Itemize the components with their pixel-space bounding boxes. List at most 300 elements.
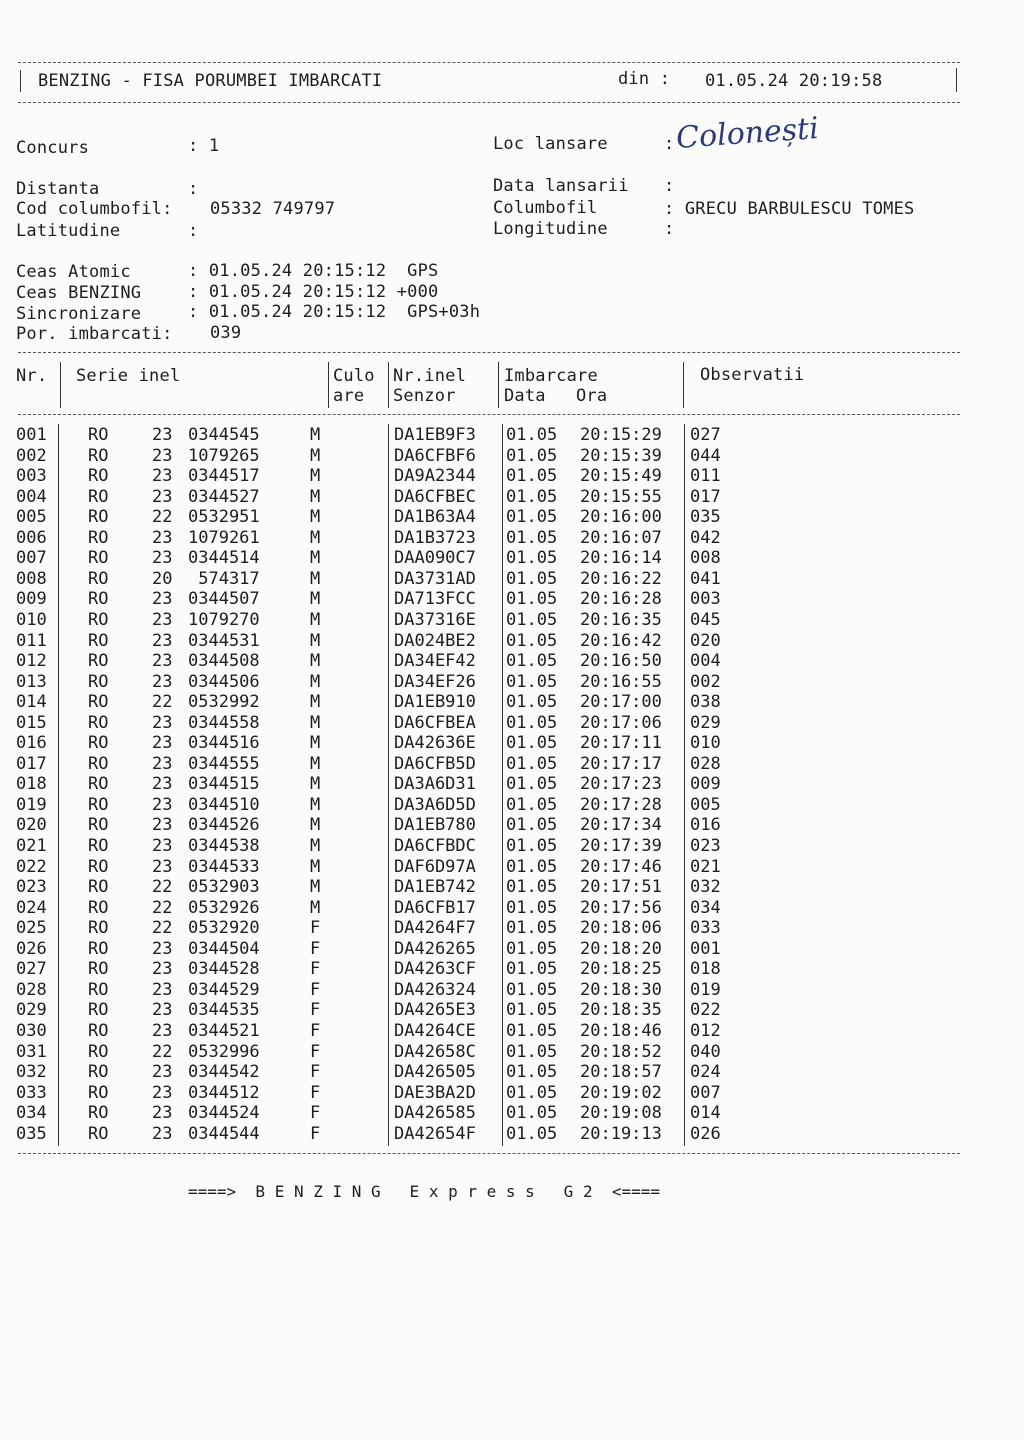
row-inel: 0344510 (188, 794, 260, 815)
table-row (0, 569, 1024, 590)
row-sex: M (310, 877, 321, 898)
row-obs: 001 (690, 938, 721, 959)
row-senzor: DA6CFBEA (394, 712, 476, 733)
row-an: 23 (152, 486, 173, 507)
row-senzor: DA6CFB5D (394, 753, 476, 774)
table-row (0, 651, 1024, 672)
divider (18, 62, 960, 63)
row-ora: 20:17:06 (580, 712, 662, 733)
row-senzor: DA3A6D31 (394, 774, 476, 795)
row-tara: RO (88, 774, 109, 795)
row-inel: 0344516 (188, 733, 260, 754)
row-inel: 0344529 (188, 979, 260, 1000)
row-tara: RO (88, 794, 109, 815)
row-tara: RO (88, 979, 109, 1000)
row-tara: RO (88, 836, 109, 856)
row-sex: M (310, 609, 321, 630)
row-ora: 20:18:30 (580, 979, 662, 1000)
row-ora: 20:19:02 (580, 1082, 662, 1103)
row-ora: 20:18:06 (580, 918, 662, 939)
row-ora: 20:15:29 (580, 425, 662, 445)
row-data: 01.05 (506, 548, 558, 569)
table-row (0, 815, 1024, 836)
row-nr: 012 (16, 651, 47, 672)
row-ora: 20:18:52 (580, 1041, 662, 1062)
row-nr: 009 (16, 589, 47, 610)
row-sex: M (310, 897, 321, 918)
row-data: 01.05 (506, 589, 558, 610)
table-row (0, 1103, 1024, 1124)
row-obs: 034 (690, 897, 721, 918)
row-an: 23 (152, 753, 173, 774)
row-data: 01.05 (506, 1103, 558, 1124)
row-an: 23 (152, 1103, 173, 1124)
row-data: 01.05 (506, 712, 558, 733)
table-row (0, 466, 1024, 487)
row-an: 23 (152, 425, 173, 445)
row-data: 01.05 (506, 692, 558, 713)
row-inel: 0344545 (188, 425, 260, 445)
row-obs: 029 (690, 712, 721, 733)
col-separator (683, 362, 684, 408)
row-an: 23 (152, 1020, 173, 1041)
row-senzor: DA1B63A4 (394, 507, 476, 528)
table-row (0, 713, 1024, 734)
row-senzor: DA1EB9F3 (394, 425, 476, 445)
row-data: 01.05 (506, 630, 558, 651)
row-tara: RO (88, 445, 109, 466)
latitudine-label: Latitudine (16, 221, 121, 241)
table-row (0, 589, 1024, 610)
row-sex: M (310, 733, 321, 754)
porumbei-imbarcati-value: 039 (210, 323, 242, 343)
row-inel: 0344504 (188, 938, 260, 959)
row-sex: F (310, 1000, 321, 1021)
row-sex: F (310, 918, 321, 939)
row-senzor: DA4265E3 (394, 1000, 476, 1021)
row-tara: RO (88, 938, 109, 959)
row-ora: 20:17:34 (580, 815, 662, 836)
row-obs: 033 (690, 918, 721, 939)
row-nr: 028 (16, 979, 47, 1000)
row-data: 01.05 (506, 856, 558, 877)
row-inel: 0532920 (188, 918, 260, 939)
sincronizare-label: Sincronizare (16, 304, 142, 324)
row-tara: RO (88, 959, 109, 980)
row-tara: RO (88, 712, 109, 733)
row-ora: 20:15:49 (580, 466, 662, 487)
row-sex: F (310, 959, 321, 980)
row-sex: M (310, 548, 321, 569)
row-inel: 1079270 (188, 609, 260, 630)
table-row (0, 1124, 1024, 1145)
row-nr: 024 (16, 897, 47, 918)
row-an: 23 (152, 1000, 173, 1021)
row-tara: RO (88, 733, 109, 754)
row-ora: 20:17:51 (580, 877, 662, 898)
row-nr: 020 (16, 815, 47, 836)
loc-lansare-handwritten: Colonești (674, 111, 820, 156)
row-sex: M (310, 836, 321, 856)
col-header-culoare: Culo (333, 366, 375, 386)
row-nr: 016 (16, 733, 47, 754)
row-sex: F (310, 1020, 321, 1041)
row-obs: 016 (690, 815, 721, 836)
row-obs: 035 (690, 507, 721, 528)
row-senzor: DA1EB780 (394, 815, 476, 836)
row-inel: 0344535 (188, 1000, 260, 1021)
row-nr: 013 (16, 671, 47, 692)
concurs-label: Concurs (16, 138, 90, 158)
row-ora: 20:16:14 (580, 548, 662, 569)
row-inel: 0344521 (188, 1020, 260, 1041)
table-row (0, 692, 1024, 713)
row-data: 01.05 (506, 753, 558, 774)
row-senzor: DA426505 (394, 1062, 476, 1083)
row-senzor: DA6CFB17 (394, 897, 476, 918)
row-tara: RO (88, 425, 109, 445)
row-data: 01.05 (506, 897, 558, 918)
row-senzor: DA34EF26 (394, 671, 476, 692)
row-data: 01.05 (506, 671, 558, 692)
row-data: 01.05 (506, 733, 558, 754)
divider (18, 352, 960, 353)
row-nr: 027 (16, 959, 47, 980)
row-senzor: DA42658C (394, 1041, 476, 1062)
ceas-benzing-value: : 01.05.24 20:15:12 +000 (188, 282, 439, 302)
col-separator (388, 362, 389, 408)
row-an: 23 (152, 630, 173, 651)
row-an: 23 (152, 959, 173, 980)
columbofil-label: Columbofil (493, 198, 598, 218)
row-an: 23 (152, 856, 173, 877)
row-tara: RO (88, 568, 109, 589)
row-an: 23 (152, 651, 173, 672)
row-an: 22 (152, 897, 173, 918)
row-data: 01.05 (506, 609, 558, 630)
row-nr: 015 (16, 712, 47, 733)
row-tara: RO (88, 692, 109, 713)
row-an: 22 (152, 1041, 173, 1062)
row-ora: 20:18:57 (580, 1062, 662, 1083)
row-data: 01.05 (506, 527, 558, 548)
document-title: BENZING - FISA PORUMBEI IMBARCATI (38, 71, 383, 91)
row-an: 23 (152, 815, 173, 836)
row-tara: RO (88, 507, 109, 528)
row-ora: 20:18:46 (580, 1020, 662, 1041)
row-nr: 035 (16, 1123, 47, 1144)
columbofil-value: : GRECU BARBULESCU TOMES (664, 199, 915, 219)
ceas-atomic-value: : 01.05.24 20:15:12 GPS (188, 261, 439, 281)
divider (18, 102, 960, 103)
row-sex: M (310, 794, 321, 815)
row-an: 23 (152, 774, 173, 795)
row-nr: 008 (16, 568, 47, 589)
row-ora: 20:16:07 (580, 527, 662, 548)
distanta-label: Distanta (16, 179, 100, 199)
latitudine-value: : (188, 221, 199, 241)
col-header-imbarcare: Imbarcare (504, 366, 598, 386)
row-tara: RO (88, 527, 109, 548)
row-sex: M (310, 753, 321, 774)
row-obs: 008 (690, 548, 721, 569)
row-ora: 20:17:11 (580, 733, 662, 754)
divider (18, 1153, 960, 1154)
row-tara: RO (88, 1123, 109, 1144)
table-row (0, 610, 1024, 631)
row-tara: RO (88, 753, 109, 774)
row-an: 22 (152, 692, 173, 713)
table-row (0, 754, 1024, 775)
row-an: 23 (152, 1123, 173, 1144)
table-row (0, 898, 1024, 919)
row-an: 23 (152, 445, 173, 466)
row-nr: 018 (16, 774, 47, 795)
row-data: 01.05 (506, 466, 558, 487)
table-row (0, 1083, 1024, 1104)
row-inel: 0344544 (188, 1123, 260, 1144)
row-data: 01.05 (506, 794, 558, 815)
table-row (0, 425, 1024, 446)
row-tara: RO (88, 897, 109, 918)
ceas-benzing-label: Ceas BENZING (16, 283, 142, 303)
row-sex: M (310, 671, 321, 692)
row-obs: 018 (690, 959, 721, 980)
table-row (0, 507, 1024, 528)
row-obs: 019 (690, 979, 721, 1000)
row-obs: 024 (690, 1062, 721, 1083)
row-sex: M (310, 425, 321, 445)
row-obs: 028 (690, 753, 721, 774)
row-obs: 045 (690, 609, 721, 630)
table-row (0, 631, 1024, 652)
row-senzor: DA426324 (394, 979, 476, 1000)
row-senzor: DA024BE2 (394, 630, 476, 651)
table-row (0, 939, 1024, 960)
row-data: 01.05 (506, 836, 558, 856)
row-sex: M (310, 630, 321, 651)
row-obs: 010 (690, 733, 721, 754)
row-an: 23 (152, 671, 173, 692)
row-data: 01.05 (506, 918, 558, 939)
row-ora: 20:17:28 (580, 794, 662, 815)
row-inel: 0344517 (188, 466, 260, 487)
row-tara: RO (88, 815, 109, 836)
row-tara: RO (88, 671, 109, 692)
row-senzor: DA4264F7 (394, 918, 476, 939)
row-inel: 0532996 (188, 1041, 260, 1062)
row-ora: 20:16:28 (580, 589, 662, 610)
cod-columbofil-value: 05332 749797 (210, 199, 336, 219)
row-inel: 0344531 (188, 630, 260, 651)
table-row (0, 1062, 1024, 1083)
row-inel: 574317 (188, 568, 260, 589)
row-sex: M (310, 507, 321, 528)
row-senzor: DAA090C7 (394, 548, 476, 569)
row-nr: 011 (16, 630, 47, 651)
data-lansarii-label: Data lansarii (493, 176, 629, 196)
row-an: 23 (152, 609, 173, 630)
row-tara: RO (88, 1082, 109, 1103)
row-nr: 005 (16, 507, 47, 528)
row-obs: 005 (690, 794, 721, 815)
table-row (0, 795, 1024, 816)
row-ora: 20:16:42 (580, 630, 662, 651)
row-senzor: DA6CFBDC (394, 836, 476, 856)
row-an: 22 (152, 507, 173, 528)
row-data: 01.05 (506, 938, 558, 959)
row-obs: 021 (690, 856, 721, 877)
table-row (0, 1042, 1024, 1063)
row-senzor: DA3731AD (394, 568, 476, 589)
row-senzor: DA1B3723 (394, 527, 476, 548)
row-senzor: DA1EB742 (394, 877, 476, 898)
row-inel: 0344512 (188, 1082, 260, 1103)
loc-lansare-label: Loc lansare (493, 134, 608, 154)
concurs-value: : 1 (188, 136, 220, 156)
row-inel: 0344506 (188, 671, 260, 692)
row-inel: 0344507 (188, 589, 260, 610)
row-obs: 004 (690, 651, 721, 672)
table-row (0, 857, 1024, 878)
row-ora: 20:17:17 (580, 753, 662, 774)
row-senzor: DA4263CF (394, 959, 476, 980)
row-inel: 0344508 (188, 651, 260, 672)
row-tara: RO (88, 466, 109, 487)
row-sex: F (310, 979, 321, 1000)
row-ora: 20:16:00 (580, 507, 662, 528)
row-ora: 20:18:25 (580, 959, 662, 980)
table-row (0, 733, 1024, 754)
row-ora: 20:16:50 (580, 651, 662, 672)
row-an: 23 (152, 836, 173, 856)
row-nr: 004 (16, 486, 47, 507)
row-nr: 001 (16, 425, 47, 445)
row-sex: M (310, 815, 321, 836)
row-inel: 0344526 (188, 815, 260, 836)
row-nr: 010 (16, 609, 47, 630)
row-data: 01.05 (506, 1000, 558, 1021)
table-row (0, 548, 1024, 569)
row-senzor: DA42654F (394, 1123, 476, 1144)
row-inel: 1079261 (188, 527, 260, 548)
row-sex: M (310, 445, 321, 466)
row-senzor: DA4264CE (394, 1020, 476, 1041)
row-sex: M (310, 486, 321, 507)
table-row (0, 1021, 1024, 1042)
data-lansarii-value: : (664, 176, 675, 196)
row-tara: RO (88, 856, 109, 877)
row-inel: 0532992 (188, 692, 260, 713)
header-right-bar (956, 68, 957, 92)
row-sex: M (310, 651, 321, 672)
row-tara: RO (88, 918, 109, 939)
row-senzor: DA42636E (394, 733, 476, 754)
row-sex: F (310, 1123, 321, 1144)
row-obs: 026 (690, 1123, 721, 1144)
row-obs: 023 (690, 836, 721, 856)
row-sex: M (310, 466, 321, 487)
row-obs: 012 (690, 1020, 721, 1041)
row-obs: 040 (690, 1041, 721, 1062)
row-nr: 002 (16, 445, 47, 466)
row-sex: M (310, 692, 321, 713)
row-ora: 20:17:56 (580, 897, 662, 918)
table-row (0, 1000, 1024, 1021)
ceas-atomic-label: Ceas Atomic (16, 262, 131, 282)
row-obs: 020 (690, 630, 721, 651)
row-senzor: DA3A6D5D (394, 794, 476, 815)
print-datetime: 01.05.24 20:19:58 (705, 71, 883, 91)
row-inel: 0532903 (188, 877, 260, 898)
row-an: 23 (152, 794, 173, 815)
row-tara: RO (88, 651, 109, 672)
row-inel: 0532926 (188, 897, 260, 918)
row-an: 23 (152, 712, 173, 733)
row-sex: F (310, 1103, 321, 1124)
row-obs: 042 (690, 527, 721, 548)
row-sex: M (310, 774, 321, 795)
longitudine-value: : (664, 219, 675, 239)
row-obs: 032 (690, 877, 721, 898)
row-inel: 0344538 (188, 836, 260, 856)
footer-brand: ====> B E N Z I N G E x p r e s s G 2 <==== (188, 1182, 661, 1201)
loc-lansare-colon: : (664, 134, 675, 154)
row-inel: 0344558 (188, 712, 260, 733)
row-senzor: DA426585 (394, 1103, 476, 1124)
row-inel: 0344528 (188, 959, 260, 980)
table-row (0, 980, 1024, 1001)
col-header-senzor: Senzor (393, 386, 456, 406)
row-tara: RO (88, 1062, 109, 1083)
row-obs: 038 (690, 692, 721, 713)
row-sex: M (310, 568, 321, 589)
row-sex: M (310, 527, 321, 548)
row-an: 20 (152, 568, 173, 589)
row-tara: RO (88, 1041, 109, 1062)
row-inel: 0344515 (188, 774, 260, 795)
row-an: 23 (152, 979, 173, 1000)
row-inel: 0344524 (188, 1103, 260, 1124)
row-nr: 026 (16, 938, 47, 959)
row-an: 23 (152, 1062, 173, 1083)
row-nr: 006 (16, 527, 47, 548)
row-an: 23 (152, 1082, 173, 1103)
row-data: 01.05 (506, 568, 558, 589)
row-obs: 007 (690, 1082, 721, 1103)
row-nr: 034 (16, 1103, 47, 1124)
row-inel: 0344533 (188, 856, 260, 877)
row-senzor: DA426265 (394, 938, 476, 959)
table-row (0, 877, 1024, 898)
row-inel: 0344542 (188, 1062, 260, 1083)
row-ora: 20:17:00 (580, 692, 662, 713)
row-obs: 044 (690, 445, 721, 466)
col-header-observatii: Observatii (700, 365, 805, 385)
row-ora: 20:19:13 (580, 1123, 662, 1144)
row-obs: 017 (690, 486, 721, 507)
col-header-nr: Nr. (16, 366, 48, 386)
row-ora: 20:16:55 (580, 671, 662, 692)
row-senzor: DA37316E (394, 609, 476, 630)
table-row (0, 918, 1024, 939)
row-ora: 20:16:35 (580, 609, 662, 630)
row-data: 01.05 (506, 1123, 558, 1144)
row-an: 23 (152, 938, 173, 959)
col-header-nr-inel: Nr.inel (393, 366, 467, 386)
row-inel: 0344527 (188, 486, 260, 507)
footer (0, 1163, 1024, 1220)
